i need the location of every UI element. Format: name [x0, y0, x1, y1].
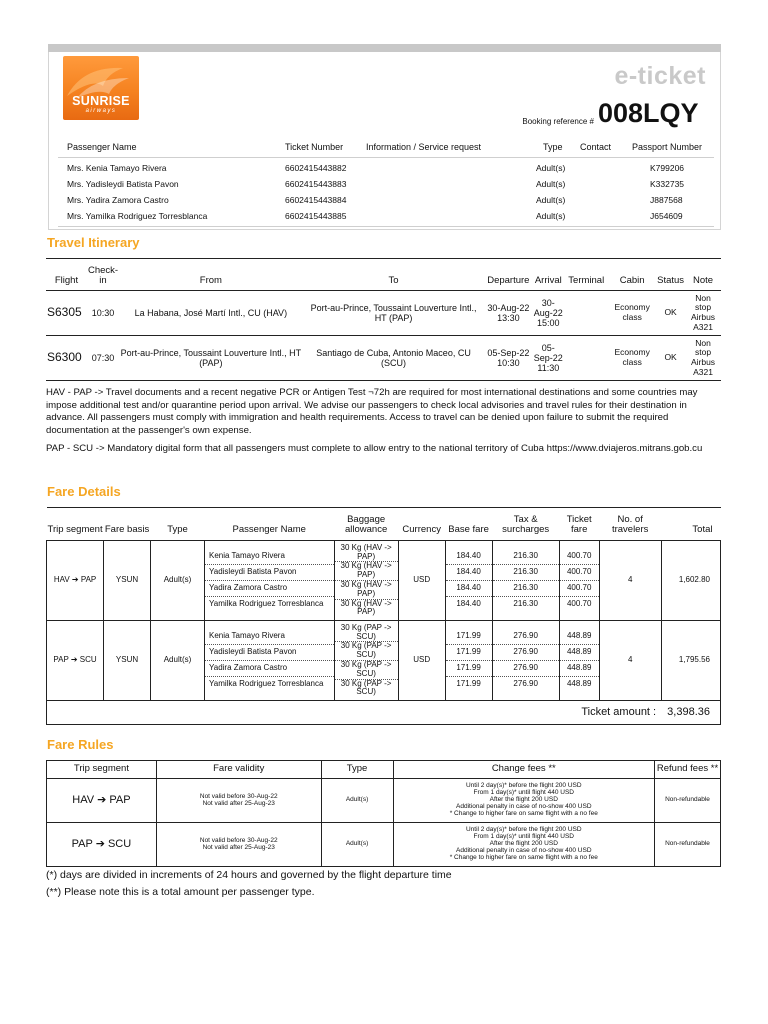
- baggage-allowances: [334, 541, 398, 621]
- base-fare: 171.99: [446, 629, 492, 645]
- trip-segment: PAP ➔ SCU: [47, 823, 157, 867]
- header-top-bar: [48, 44, 721, 52]
- passenger-names: [205, 621, 334, 701]
- fare-col-type: Type: [150, 508, 204, 541]
- itinerary-row: [46, 336, 721, 381]
- passenger-name: Mrs. Kenia Tamayo Rivera: [67, 163, 167, 173]
- passenger-names: [205, 541, 334, 621]
- baggage-allowance: 30 Kg (HAV -> PAP): [340, 598, 392, 617]
- change-fee-line: Additional penalty in case of no-show 400 USD: [456, 802, 592, 810]
- itin-col-to: To: [303, 259, 485, 291]
- passenger-type: Adult(s): [536, 163, 566, 173]
- itin-col-note: Note: [685, 259, 721, 291]
- itin-col-status: Status: [656, 259, 685, 291]
- tax-surcharge: 276.90: [493, 645, 559, 661]
- travelers-count: 4: [599, 541, 661, 621]
- checkin-time: 07:30: [87, 336, 119, 381]
- itin-col-departure: Departure: [484, 259, 532, 291]
- ticket-fare: 448.89: [560, 661, 599, 677]
- baggage-allowance: 30 Kg (PAP -> SCU): [335, 661, 398, 680]
- fare-col-passenger-name: Passenger Name: [205, 508, 334, 541]
- flight-note: Non stop Airbus A321: [685, 336, 721, 381]
- passport-number: K799206: [650, 163, 685, 173]
- baggage-allowance: 30 Kg (HAV -> PAP): [335, 581, 398, 600]
- passenger-name: Yamilka Rodriguez Torresblanca: [209, 599, 324, 609]
- ticket-fare-list: [560, 549, 599, 613]
- tax-surcharge: 216.30: [513, 599, 538, 609]
- baggage-allowance-list: [335, 544, 398, 617]
- eticket-title: e-ticket: [614, 62, 706, 90]
- flight-note: Non stop Airbus A321: [685, 291, 721, 336]
- baggage-allowance: 30 Kg (HAV -> PAP): [335, 562, 398, 581]
- tax-surcharge: 216.30: [493, 549, 559, 565]
- fare-validity: [156, 823, 321, 867]
- passenger-type: Adult(s): [536, 211, 566, 221]
- base-fares: [445, 621, 492, 701]
- passenger-name: Yadisleydi Batista Pavon: [205, 565, 333, 581]
- passenger-name: Yamilka Rodriguez Torresblanca: [209, 679, 324, 689]
- change-fee-line: From 1 day(s)* until flight 440 USD: [473, 789, 574, 797]
- passenger-name: Kenia Tamayo Rivera: [205, 549, 333, 565]
- fare-rule-row: [47, 779, 721, 823]
- rules-col-trip-segment: Trip segment: [47, 761, 157, 779]
- col-contact: Contact: [580, 142, 612, 152]
- fare-col-baggage: Baggage allowance: [334, 508, 398, 541]
- change-fee-line: * Change to higher fare on same flight with a no fee: [449, 809, 598, 817]
- base-fare: 184.40: [456, 599, 481, 609]
- passenger-name: Mrs. Yadisleydi Batista Pavon: [67, 179, 179, 189]
- passenger-type: Adult(s): [536, 179, 566, 189]
- arrival-time: 30-Aug-22 15:00: [532, 291, 564, 336]
- fare-rules-heading: Fare Rules: [47, 737, 114, 752]
- booking-reference-label: Booking reference #: [522, 117, 594, 126]
- rules-col-refund-fees: Refund fees **: [655, 761, 721, 779]
- tax-surcharge: 276.90: [493, 661, 559, 677]
- fare-details-heading: Fare Details: [47, 484, 121, 499]
- passenger-name: Yadisleydi Batista Pavon: [205, 645, 333, 661]
- passenger-name: Yadira Zamora Castro: [205, 581, 333, 597]
- ticket-fare: 448.89: [566, 679, 592, 689]
- ticket-fare: 400.70: [560, 565, 599, 581]
- ticket-fare: 400.70: [560, 549, 599, 565]
- rules-col-type: Type: [321, 761, 393, 779]
- itinerary-table: [46, 258, 721, 381]
- ticket-amount-label: Ticket amount :: [581, 706, 657, 719]
- fare-col-tax: Tax & surcharges: [492, 508, 559, 541]
- arrival-time: 05-Sep-22 11:30: [532, 336, 564, 381]
- checkin-time: 10:30: [87, 291, 119, 336]
- booking-reference-code: 008LQY: [598, 98, 699, 128]
- base-fare: 171.99: [446, 661, 492, 677]
- fare-validity: [156, 779, 321, 823]
- passenger-type: Adult(s): [150, 541, 204, 621]
- trip-segment: HAV ➔ PAP: [47, 541, 104, 621]
- refund-fees: Non-refundable: [655, 823, 721, 867]
- refund-fees: Non-refundable: [655, 779, 721, 823]
- footnote-days: (*) days are divided in increments of 24 hours and governed by the flight departure time: [46, 869, 452, 881]
- col-ticket-number: Ticket Number: [285, 142, 344, 152]
- ticket-fare: 448.89: [560, 629, 599, 645]
- fare-col-ticket-fare: Ticket fare: [559, 508, 599, 541]
- itin-col-flight: Flight: [46, 259, 87, 291]
- col-type: Type: [543, 142, 563, 152]
- base-fares: [445, 541, 492, 621]
- divider: [58, 157, 714, 158]
- passenger-name-list: [205, 629, 333, 693]
- ticket-number: 6602415443884: [285, 195, 347, 205]
- ticket-fare: 400.70: [566, 599, 592, 609]
- rules-col-change-fees: Change fees **: [393, 761, 655, 779]
- tax-surcharges: [492, 621, 559, 701]
- travelers-count: 4: [599, 621, 661, 701]
- col-passport-number: Passport Number: [632, 142, 703, 152]
- change-fees: [393, 823, 655, 867]
- col-passenger-name: Passenger Name: [67, 142, 137, 152]
- passenger-name: Mrs. Yamilka Rodriguez Torresblanca: [67, 211, 208, 221]
- passenger-name-list: [205, 549, 333, 613]
- passport-number: K332735: [650, 179, 685, 189]
- tax-surcharge: 216.30: [493, 565, 559, 581]
- itin-col-terminal: Terminal: [564, 259, 608, 291]
- ticket-amount-value: 3,398.36: [667, 706, 710, 719]
- travel-note-hav-pap: HAV - PAP -> Travel documents and a recent negative PCR or Antigen Test ¬72h are required for most international destinations and some countries may impose additional test and/or quarantine period upon arrival. We advise our passengers to check local advisories and travel rules for their destination in advance. All passengers must comply with immigration and health requirements. Access to travel can be denied upon failure to submit the required documentation at the passenger's own expense.: [46, 387, 698, 436]
- tax-surcharge: 276.90: [493, 629, 559, 645]
- travel-note-pap-scu: PAP - SCU -> Mandatory digital form that all passengers must complete to allow entry to the national territory of Cuba https://www.dviajeros.mitrans.gob.cu: [46, 443, 703, 454]
- segment-total: 1,795.56: [661, 621, 720, 701]
- baggage-allowance: 30 Kg (PAP -> SCU): [335, 642, 398, 661]
- fare-col-trip-segment: Trip segment: [47, 508, 104, 541]
- baggage-allowance: 30 Kg (HAV -> PAP): [335, 544, 398, 562]
- baggage-allowances: [334, 621, 398, 701]
- ticket-fare-list: [560, 629, 599, 693]
- departure-time: 05-Sep-22 10:30: [484, 336, 532, 381]
- itin-col-checkin: Check-in: [87, 259, 119, 291]
- base-fare: 184.40: [446, 565, 492, 581]
- tax-surcharge: 276.90: [513, 679, 538, 689]
- currency: USD: [398, 541, 445, 621]
- change-fees: [393, 779, 655, 823]
- trip-segment: PAP ➔ SCU: [47, 621, 104, 701]
- flight-status: OK: [656, 336, 685, 381]
- passport-number: J887568: [650, 195, 683, 205]
- to-airport: Santiago de Cuba, Antonio Maceo, CU (SCU): [303, 336, 485, 381]
- trip-segment: HAV ➔ PAP: [47, 779, 157, 823]
- cabin-class: Economy class: [608, 291, 656, 336]
- passenger-name: Kenia Tamayo Rivera: [205, 629, 333, 645]
- itin-col-cabin: Cabin: [608, 259, 656, 291]
- fare-validity-line: Not valid before 30-Aug-22: [199, 792, 278, 800]
- base-fare: 171.99: [446, 645, 492, 661]
- passenger-type: Adult(s): [150, 621, 204, 701]
- from-airport: Port-au-Prince, Toussaint Louverture Intl., HT (PAP): [119, 336, 303, 381]
- base-fare-list: [446, 629, 492, 693]
- departure-time: 30-Aug-22 13:30: [484, 291, 532, 336]
- terminal: [564, 336, 608, 381]
- fare-col-currency: Currency: [398, 508, 445, 541]
- fare-validity-line: Not valid after 25-Aug-23: [202, 799, 275, 807]
- sunrise-airways-logo: [63, 56, 139, 120]
- passenger-type: Adult(s): [536, 195, 566, 205]
- base-fare-list: [446, 549, 492, 613]
- base-fare: 184.40: [446, 581, 492, 597]
- tax-surcharge-list: [493, 549, 559, 613]
- flight-status: OK: [656, 291, 685, 336]
- cabin-class: Economy class: [608, 336, 656, 381]
- change-fee-line: After the flight 200 USD: [489, 796, 558, 804]
- ticket-number: 6602415443883: [285, 179, 347, 189]
- currency: USD: [398, 621, 445, 701]
- itin-col-arrival: Arrival: [532, 259, 564, 291]
- change-fee-line: Additional penalty in case of no-show 400 USD: [456, 846, 592, 854]
- passport-number: J654609: [650, 211, 683, 221]
- fare-col-travelers: No. of travelers: [599, 508, 661, 541]
- fare-basis: YSUN: [104, 541, 151, 621]
- tax-surcharges: [492, 541, 559, 621]
- tax-surcharge-list: [493, 629, 559, 693]
- col-information: Information / Service request: [366, 142, 482, 152]
- baggage-allowance: 30 Kg (PAP -> SCU): [340, 678, 392, 697]
- fare-col-fare-basis: Fare basis: [104, 508, 151, 541]
- fare-col-total: Total: [661, 508, 720, 541]
- fare-details-table: [46, 507, 721, 725]
- logo-text: SUNRISE: [72, 94, 130, 108]
- fare-segment-row: [47, 541, 721, 621]
- travel-itinerary-heading: Travel Itinerary: [47, 235, 140, 250]
- flight-number: S6300: [46, 336, 87, 381]
- passenger-name: Mrs. Yadira Zamora Castro: [67, 195, 169, 205]
- passenger-type: Adult(s): [321, 823, 393, 867]
- ticket-fares: [559, 541, 599, 621]
- change-fee-line: * Change to higher fare on same flight with a no fee: [449, 853, 598, 861]
- divider: [58, 226, 714, 227]
- ticket-fare: 448.89: [560, 645, 599, 661]
- ticket-number: 6602415443885: [285, 211, 347, 221]
- ticket-amount-row: [47, 701, 721, 725]
- rules-col-fare-validity: Fare validity: [156, 761, 321, 779]
- to-airport: Port-au-Prince, Toussaint Louverture Intl., HT (PAP): [303, 291, 485, 336]
- fare-validity-line: Not valid after 25-Aug-23: [202, 843, 275, 851]
- ticket-number: 6602415443882: [285, 163, 347, 173]
- fare-segment-row: [47, 621, 721, 701]
- baggage-allowance-list: [335, 624, 398, 697]
- change-fee-line: Until 2 day(s)* before the flight 200 USD: [465, 826, 582, 834]
- fare-rules-table: [46, 760, 721, 867]
- terminal: [564, 291, 608, 336]
- from-airport: La Habana, José Martí Intl., CU (HAV): [119, 291, 303, 336]
- ticket-fare: 400.70: [560, 581, 599, 597]
- change-fee-line: Until 2 day(s)* before the flight 200 USD: [465, 782, 582, 790]
- segment-total: 1,602.80: [661, 541, 720, 621]
- fare-col-base-fare: Base fare: [445, 508, 492, 541]
- flight-number: S6305: [46, 291, 87, 336]
- ticket-fares: [559, 621, 599, 701]
- passenger-type: Adult(s): [321, 779, 393, 823]
- logo-subtext: airways: [85, 108, 117, 114]
- fare-rule-row: [47, 823, 721, 867]
- fare-basis: YSUN: [104, 621, 151, 701]
- fare-validity-line: Not valid before 30-Aug-22: [199, 836, 278, 844]
- change-fee-line: After the flight 200 USD: [489, 840, 558, 848]
- passenger-name: Yadira Zamora Castro: [205, 661, 333, 677]
- tax-surcharge: 216.30: [493, 581, 559, 597]
- footnote-total-amount: (**) Please note this is a total amount per passenger type.: [46, 886, 315, 898]
- base-fare: 171.99: [456, 679, 481, 689]
- change-fee-line: From 1 day(s)* until flight 440 USD: [473, 833, 574, 841]
- itin-col-from: From: [119, 259, 303, 291]
- baggage-allowance: 30 Kg (PAP -> SCU): [335, 624, 398, 642]
- base-fare: 184.40: [446, 549, 492, 565]
- itinerary-row: [46, 291, 721, 336]
